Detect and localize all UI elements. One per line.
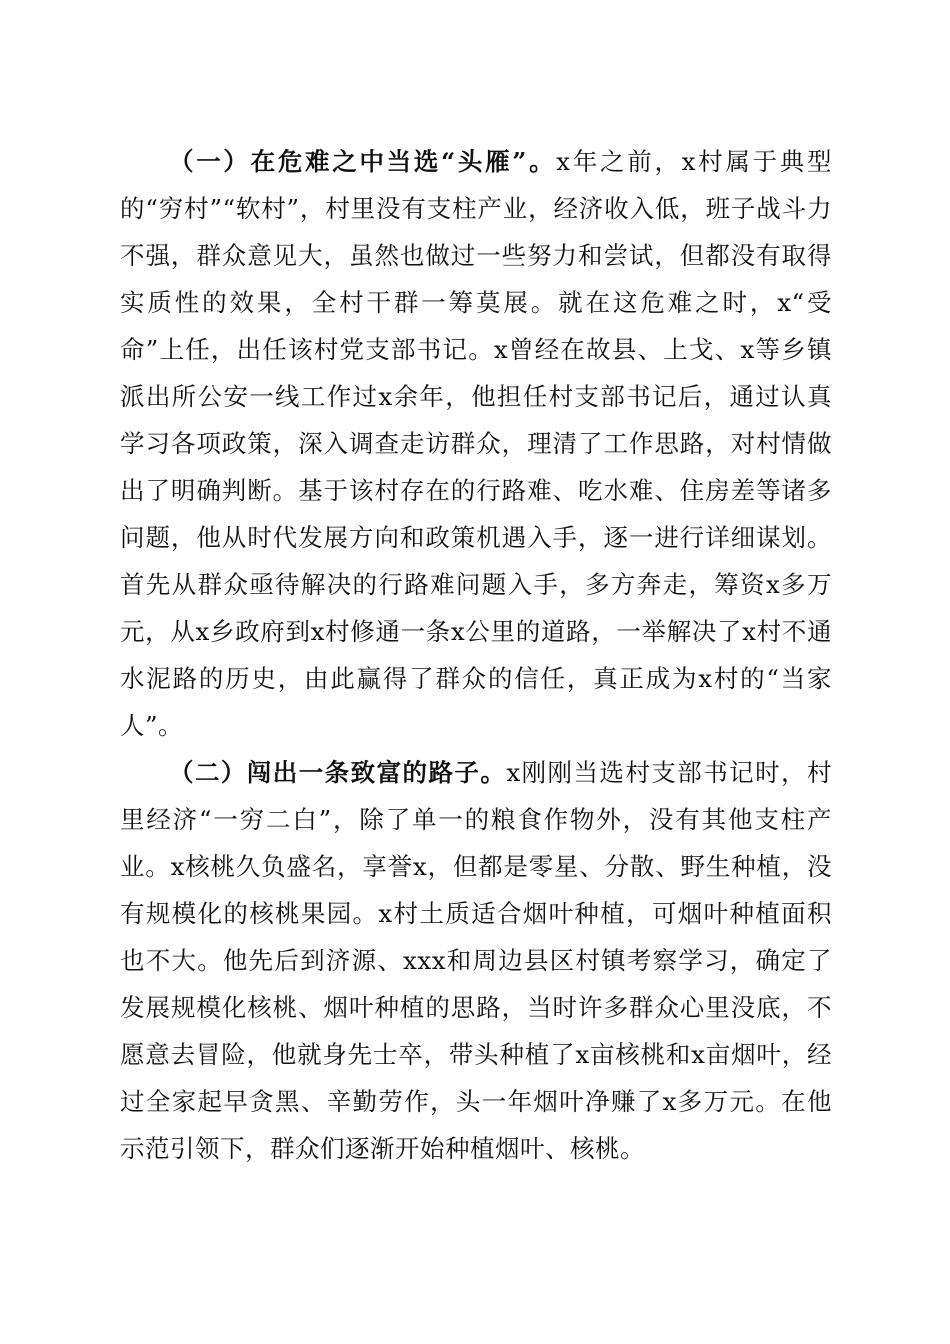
paragraph-1-heading: （一）在危难之中当选“头雁”。 xyxy=(169,147,557,176)
paragraph-2-heading: （二）闯出一条致富的路子。 xyxy=(169,758,507,787)
paragraph-2 xyxy=(120,749,832,1172)
paragraph-1 xyxy=(120,138,832,749)
document-body xyxy=(120,138,832,1172)
paragraph-1-text: x年之前，x村属于典型的“穷村”“软村”，村里没有支柱产业，经济收入低，班子战斗力不强，群众意见大，虽然也做过一些努力和尝试，但都没有取得实质性的效果，全村干群一筹莫展。就在这危难之时，x“受命”上任，出任该村党支部书记。x曾经在故县、上戈、x等乡镇派出所公安一线工作过x余年，他担任村支部书记后，通过认真学习各项政策，深入调查走访群众，理清了工作思路，对村情做出了明确判断。基于该村存在的行路难、吃水难、住房差等诸多问题，他从时代发展方向和政策机遇入手，逐一进行详细谋划。首先从群众亟待解决的行路难问题入手，多方奔走，筹资x多万元，从x乡政府到x村修通一条x公里的道路，一举解决了x村不通水泥路的历史，由此赢得了群众的信任，真正成为x村的“当家人”。 xyxy=(120,147,832,740)
paragraph-2-text: x刚刚当选村支部书记时，村里经济“一穷二白”，除了单一的粮食作物外，没有其他支柱产业。x核桃久负盛名，享誉x，但都是零星、分散、野生种植，没有规模化的核桃果园。x村土质适合烟叶种植，可烟叶种植面积也不大。他先后到济源、xxx和周边县区村镇考察学习，确定了发展规模化核桃、烟叶种植的思路，当时许多群众心里没底，不愿意去冒险，他就身先士卒，带头种植了x亩核桃和x亩烟叶，经过全家起早贪黑、辛勤劳作，头一年烟叶净赚了x多万元。在他示范引领下，群众们逐渐开始种植烟叶、核桃。 xyxy=(120,758,832,1163)
